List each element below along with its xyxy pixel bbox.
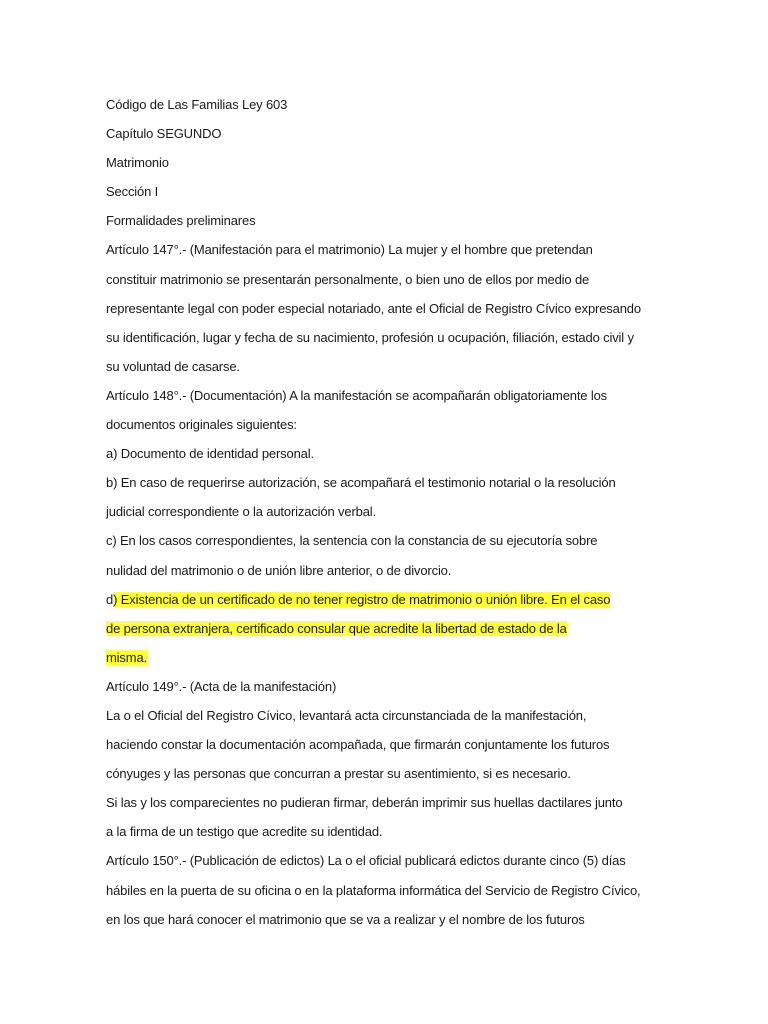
- article-148-item-b: b) En caso de requerirse autorización, se acompañará el testimonio notarial o la resolución: [106, 475, 616, 491]
- article-148-item-d: [106, 643, 666, 672]
- article-147-line: constituir matrimonio se presentarán personalmente, o bien uno de ellos por medio de: [106, 271, 590, 287]
- chapter-title: Matrimonio: [106, 155, 169, 171]
- article-148-item-b: judicial correspondiente o la autorización verbal.: [106, 504, 376, 520]
- article-147-line: su identificación, lugar y fecha de su nacimiento, profesión u ocupación, filiación, estado civil y: [106, 329, 634, 345]
- article-149-line: a la firma de un testigo que acredite su identidad.: [106, 824, 383, 840]
- article-150-line: Artículo 150°.- (Publicación de edictos) La o el oficial publicará edictos durante cinco (5) días: [106, 853, 626, 869]
- article-148-item-c: nulidad del matrimonio o de unión libre anterior, o de divorcio.: [106, 562, 452, 578]
- highlighted-text: ) Existencia de un certificado de no tener registro de matrimonio o unión libre. En el caso: [113, 591, 611, 607]
- article-148-line: Artículo 148°.- (Documentación) A la manifestación se acompañarán obligatoriamente los: [106, 387, 608, 403]
- item-d-prefix: d: [106, 591, 114, 607]
- document-body: [106, 90, 666, 934]
- article-148-item-d: [106, 614, 666, 643]
- article-149-line: La o el Oficial del Registro Cívico, levantará acta circunstanciada de la manifestación,: [106, 707, 587, 723]
- article-149-line: haciendo constar la documentación acompañada, que firmarán conjuntamente los futuros: [106, 737, 610, 753]
- article-149-line: cónyuges y las personas que concurran a prestar su asentimiento, si es necesario.: [106, 766, 571, 782]
- article-149-heading: Artículo 149°.- (Acta de la manifestación): [106, 678, 337, 694]
- highlighted-text: de persona extranjera, certificado consular que acredite la libertad de estado de la: [106, 620, 567, 636]
- article-150-line: hábiles en la puerta de su oficina o en la plataforma informática del Servicio de Registro Cívico,: [106, 882, 641, 898]
- article-147-line: su voluntad de casarse.: [106, 358, 240, 374]
- article-148-item-c: c) En los casos correspondientes, la sentencia con la constancia de su ejecutoría sobre: [106, 533, 598, 549]
- article-148-item-a: a) Documento de identidad personal.: [106, 446, 314, 462]
- section-heading: Sección I: [106, 184, 159, 200]
- article-148-line: documentos originales siguientes:: [106, 417, 297, 433]
- article-150-line: en los que hará conocer el matrimonio que se va a realizar y el nombre de los futuros: [106, 911, 585, 927]
- article-147-line: representante legal con poder especial notariado, ante el Oficial de Registro Cívico expresando: [106, 300, 641, 316]
- article-148-item-d: [106, 585, 666, 614]
- chapter-heading: Capítulo SEGUNDO: [106, 126, 222, 142]
- article-149-line: Si las y los comparecientes no pudieran firmar, deberán imprimir sus huellas dactilares junto: [106, 795, 623, 811]
- article-147-line: Artículo 147°.- (Manifestación para el matrimonio) La mujer y el hombre que pretendan: [106, 242, 593, 258]
- document-title: Código de Las Familias Ley 603: [106, 97, 288, 112]
- highlighted-text: misma.: [106, 649, 147, 665]
- section-title: Formalidades preliminares: [106, 213, 256, 229]
